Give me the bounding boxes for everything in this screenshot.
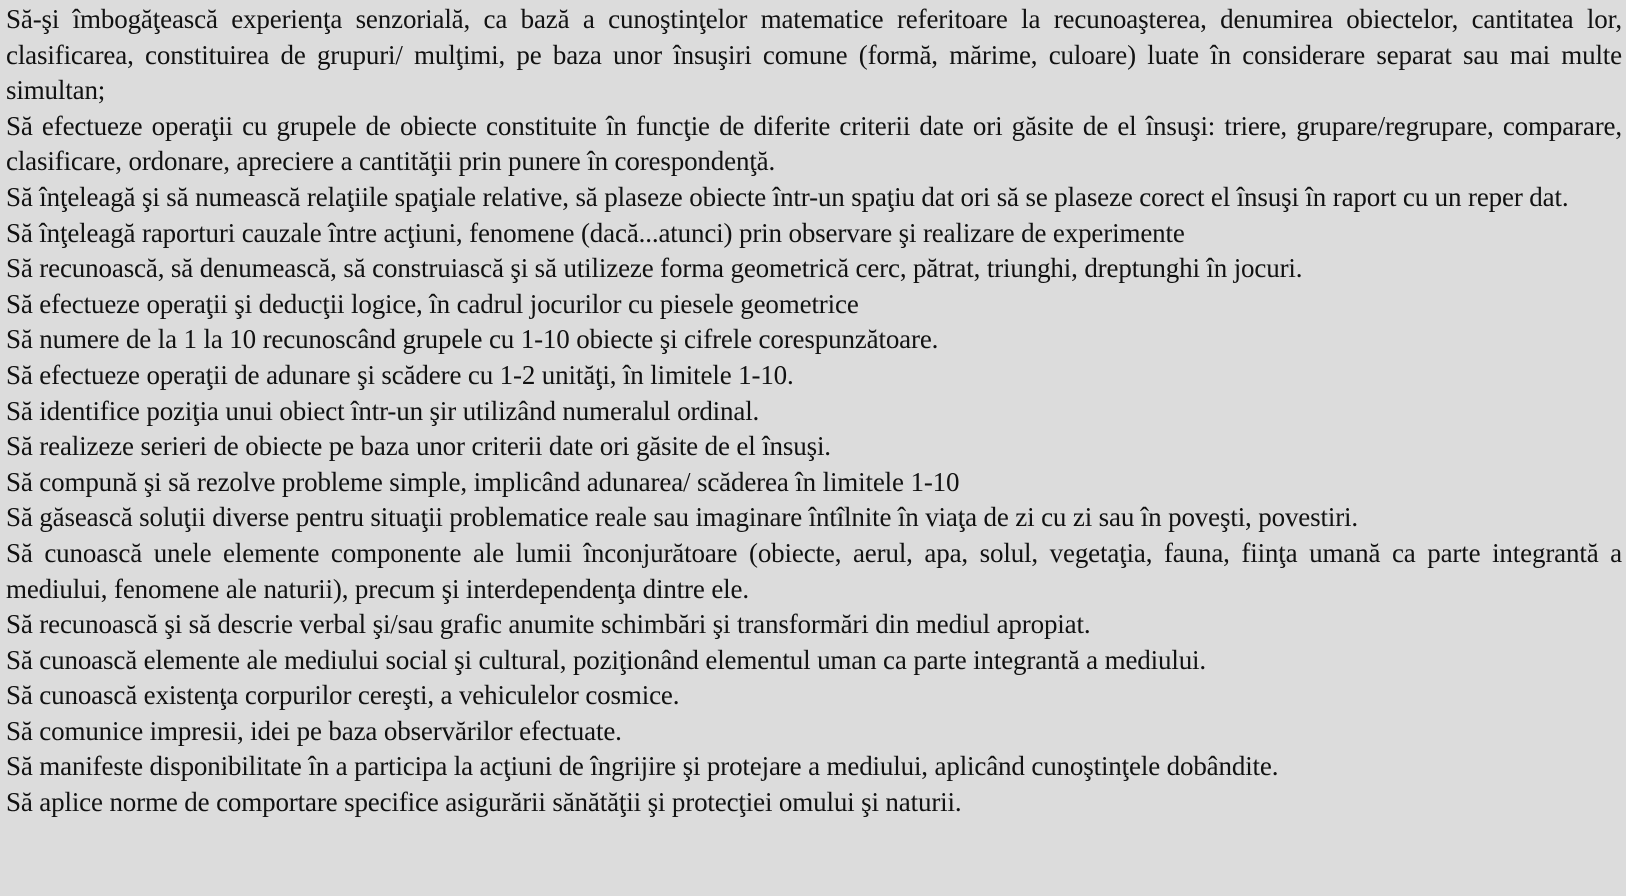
objective-item: Să cunoască existenţa corpurilor cereşti, a vehiculelor cosmice. <box>6 680 680 711</box>
objective-item: Să cunoască elemente ale mediului social şi cultural, poziţionând elementul uman ca parte integrantă a mediului. <box>6 644 1207 675</box>
objective-item: Să găsească soluţii diverse pentru situaţii problematice reale sau imaginare întîlnite în viaţa de zi cu zi sau în poveşti, povestiri. <box>6 502 1358 533</box>
objective-item: Să realizeze serieri de obiecte pe baza unor criterii date ori găsite de el însuşi. <box>6 431 831 462</box>
objective-item: Să aplice norme de comportare specifice asigurării sănătăţii şi protecţiei omului şi naturii. <box>6 787 962 818</box>
objective-item: Să recunoască şi să descrie verbal şi/sau grafic anumite schimbări şi transformări din mediul apropiat. <box>6 609 1091 640</box>
objective-item: Să efectueze operaţii şi deducţii logice, în cadrul jocurilor cu piesele geometrice <box>6 288 859 319</box>
objective-item: Să înţeleagă raporturi cauzale între acţiuni, fenomene (dacă...atunci) prin observare şi realizare de experimente <box>6 217 1185 248</box>
objective-item: Să comunice impresii, idei pe baza observărilor efectuate. <box>6 715 622 746</box>
objective-item: Să identifice poziţia unui obiect într-un şir utilizând numeralul ordinal. <box>6 395 760 426</box>
objective-item: Să efectueze operaţii de adunare şi scădere cu 1-2 unităţi, în limitele 1-10. <box>6 359 794 390</box>
objective-item: Să efectueze operaţii cu grupele de obiecte constituite în funcţie de diferite criterii date ori găsite de el însuşi: triere, grupare/regrupare, comparare, clasificare, ordonare, apreciere a cantităţii prin punere în corespondenţă. <box>6 110 1622 177</box>
objective-item: Să compună şi să rezolve probleme simple, implicând adunarea/ scăderea în limitele 1-10 <box>6 466 960 497</box>
objective-item: Să cunoască unele elemente componente ale lumii înconjurătoare (obiecte, aerul, apa, solul, vegetaţia, fauna, fiinţa umană ca parte integrantă a mediului, fenomene ale naturii), precum şi interdependenţa dintre ele. <box>6 537 1622 604</box>
objective-item: Să numere de la 1 la 10 recunoscând grupele cu 1-10 obiecte şi cifrele corespunzătoare. <box>6 324 939 355</box>
objective-item: Să-şi îmbogăţească experienţa senzorială, ca bază a cunoştinţelor matematice referitoare la recunoaşterea, denumirea obiectelor, cantitatea lor, clasificarea, constituirea de grupuri/ mulţimi, pe baza unor însuşiri comune (formă, mărime, culoare) luate în considerare separat sau mai multe simultan; <box>6 4 1622 106</box>
objective-item: Să înţeleagă şi să numească relaţiile spaţiale relative, să plaseze obiecte într-un spaţiu dat ori să se plaseze corect el însuşi în raport cu un reper dat. <box>6 181 1569 212</box>
objective-item: Să recunoască, să denumească, să construiască şi să utilizeze forma geometrică cerc, pătrat, triunghi, dreptunghi în jocuri. <box>6 253 1303 284</box>
objective-item: Să manifeste disponibilitate în a participa la acţiuni de îngrijire şi protejare a mediului, aplicând cunoştinţele dobândite. <box>6 751 1279 782</box>
